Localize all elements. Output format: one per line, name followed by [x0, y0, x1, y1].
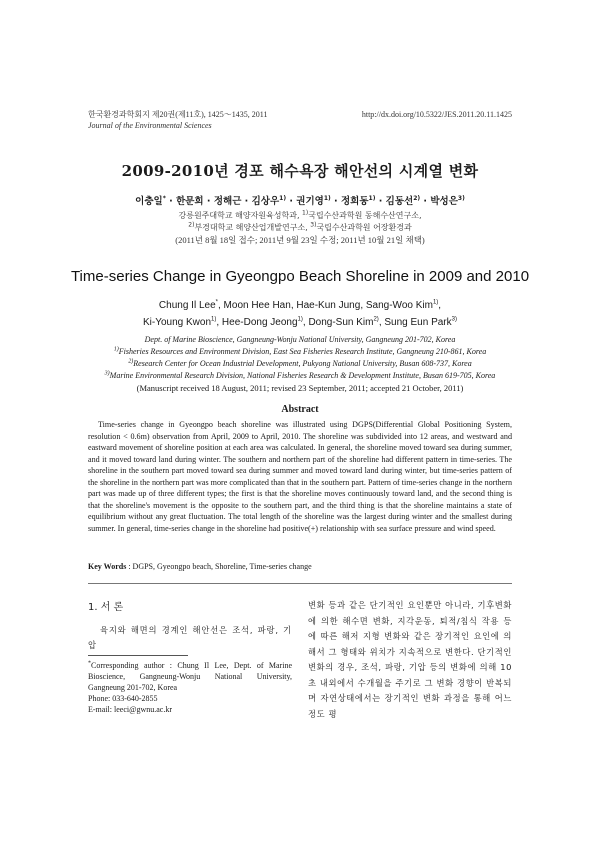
footnote-phone: Phone: 033-640-2855	[88, 694, 158, 703]
author-name: 정해근	[213, 196, 242, 207]
author-name: 박성은	[430, 196, 458, 207]
author-mark: 1)	[323, 194, 331, 202]
english-author-line: Chung Il Lee*, Moon Hee Han, Hae-Kun Jung, Sang-Woo Kim$^{1)}$,	[158, 299, 442, 311]
author-mark: 1)	[279, 194, 287, 202]
english-affiliation-line: $^{2)}$Research Center for Ocean Industrial Development, Pukyong National University, Busan 608-737, Korea	[128, 358, 472, 368]
keywords-list: : DGPS, Gyeongpo beach, Shoreline, Time-series change	[126, 562, 312, 571]
korean-affiliations	[0, 210, 600, 246]
author-mark: 2)	[413, 194, 421, 202]
english-affiliation-line: Dept. of Marine Bioscience, Gangneung-Wonju National University, Gangneung 201-702, Korea	[144, 335, 456, 344]
author-mark: 1)	[432, 299, 439, 306]
author-name: Chung Il Lee	[158, 300, 216, 311]
author-mark: 1)	[297, 316, 303, 323]
english-affiliation-line: $^{3)}$Marine Environmental Research Division, National Fisheries Research & Development Institute, Busan 619-705, Korea	[104, 370, 496, 380]
author-mark: *	[215, 299, 218, 306]
author-name: Dong-Sun Kim	[308, 317, 374, 328]
body-text-left: 육지와 해면의 경계인 해안선은 조석, 파랑, 기압	[88, 625, 292, 650]
author-mark: 3)	[457, 194, 465, 202]
author-name: Sang-Woo Kim	[365, 300, 433, 311]
manuscript-dates: (Manuscript received 18 August, 2011; revised 23 September, 2011; accepted 21 October, 2011)	[136, 383, 464, 393]
footnote-mark: *	[88, 660, 91, 667]
abstract-heading: Abstract	[281, 404, 319, 415]
english-author-line: Ki-Young Kwon$^{1)}$, Hee-Dong Jeong$^{1)}$, Dong-Sun Kim$^{2)}$, Sung Eun Park$^{3)}$	[143, 316, 457, 328]
body-text-right: 변화 등과 같은 단기적인 요인뿐만 아니라, 기후변화에 의한 해수면 변화, 지각운동, 퇴적/침식 작용 등에 따른 해저 지형 변화와 같은 장기적인 요인에 의해서 그 형태와 위치가 지속적으로 변한다. 단기적인 변화의 경우, 조석, 파랑, 기압 등의 변화에 의해 10초 내외에서 수개월을 주기로 그 변화 경향이 반복되며 자연상태에서는 장기적인 변화 과정을 통해 어느 정도 평	[308, 600, 512, 719]
author-mark: 3)	[451, 316, 457, 323]
section-divider	[88, 583, 512, 584]
footnote-corresponding: Corresponding author : Chung Il Lee, Dept. of Marine Bioscience, Gangneung-Wonju National University, Gangneung 201-702, Korea	[88, 661, 292, 692]
author-mark: 1)	[211, 316, 217, 323]
author-mark: *	[162, 194, 166, 202]
author-mark: 2)	[373, 316, 379, 323]
author-name: Hae-Kun Jung	[296, 300, 361, 311]
korean-affiliation-line: 강릉원주대학교 해양자원육성학과, $^{1)}$국립수산과학원 동해수산연구소,	[178, 209, 422, 220]
english-title: Time-series Change in Gyeongpo Beach Shoreline in 2009 and 2010	[70, 268, 530, 285]
korean-dates: (2011년 8월 18일 접수; 2011년 9월 23일 수정; 2011년 10월 21일 채택)	[175, 235, 425, 245]
author-name: 김상우	[251, 196, 280, 207]
author-mark: 1)	[368, 194, 376, 202]
abstract-text: Time-series change in Gyeongpo beach shoreline was illustrated using DGPS(Differential Global Positioning System, resolution < 0.6m) observation from April, 2009 to April, 2010. The shoreline was subdivided into 12 areas, and westward and eastward movement of shoreline position at each area was calculated. In general, the shoreline moved toward sea during summer, and it moved toward land during winter. The southern and northern part of the shoreline had different pattern in time-series. The shoreline in the southern part moved toward sea during summer and moved toward land during winter, but time-series pattern of the shoreline in the northern part was more complicated than that in the southern part. Pattern of time-series change in the northern part was made up of three different types; the first is that the shoreline moves continuously toward land, and the second thing is that the shoreline's movement is the opposite to the southern part, and the third thing is that the shoreline maintains a state of equilibrium without any great fluctuation. The total length of the shoreline was the largest during winter and the smallest during summer. In general, time-series change in the shoreline had positive(+) relationship with sea surface pressure and wind speed.	[88, 420, 512, 533]
korean-title: 2009-2010년 경포 해수욕장 해안선의 시계열 변화	[121, 162, 479, 180]
keywords-label: Key Words	[88, 562, 127, 571]
english-affiliation-line: $^{1)}$Fisheries Resources and Environment Division, East Sea Fisheries Research Institute, Gangneung 210-861, Korea	[113, 346, 487, 356]
section-title: 1. 서 론	[88, 602, 124, 613]
footnote-email[interactable]: E-mail: leeci@gwnu.ac.kr	[88, 705, 172, 714]
footnote	[88, 660, 292, 715]
korean-author-list: 이충일* · 한문희 · 정해근 · 김상우$^{1)}$ · 권기영$^{1)}$ · 정희동$^{1)}$ · 김동선$^{2)}$ · 박성은$^{3)}$	[135, 194, 465, 207]
english-affiliations	[0, 334, 600, 394]
running-header-left	[88, 109, 267, 131]
author-name: 권기영	[296, 196, 324, 207]
author-name: Hee-Dong Jeong	[221, 317, 298, 328]
doi-link[interactable]: http://dx.doi.org/10.5322/JES.2011.20.11.1425	[361, 110, 512, 119]
author-name: 정희동	[340, 196, 369, 207]
keywords	[88, 561, 512, 572]
author-name: Sung Eun Park	[384, 317, 452, 328]
author-name: 이충일	[135, 196, 163, 207]
author-name: 한문희	[176, 196, 204, 207]
footnote-rule	[88, 655, 188, 656]
journal-name-en: Journal of the Environmental Sciences	[88, 121, 212, 130]
english-author-list	[0, 297, 600, 331]
korean-affiliation-line: $^{2)}$부경대학교 해양산업개발연구소, $^{3)}$국립수산과학원 어장환경과	[188, 221, 412, 232]
author-name: Ki-Young Kwon	[143, 317, 212, 328]
author-name: Moon Hee Han	[223, 300, 291, 311]
journal-citation-ko: 한국환경과학회지 제20권(제11호), 1425～1435, 2011	[88, 110, 268, 119]
author-name: 김동선	[385, 196, 414, 207]
